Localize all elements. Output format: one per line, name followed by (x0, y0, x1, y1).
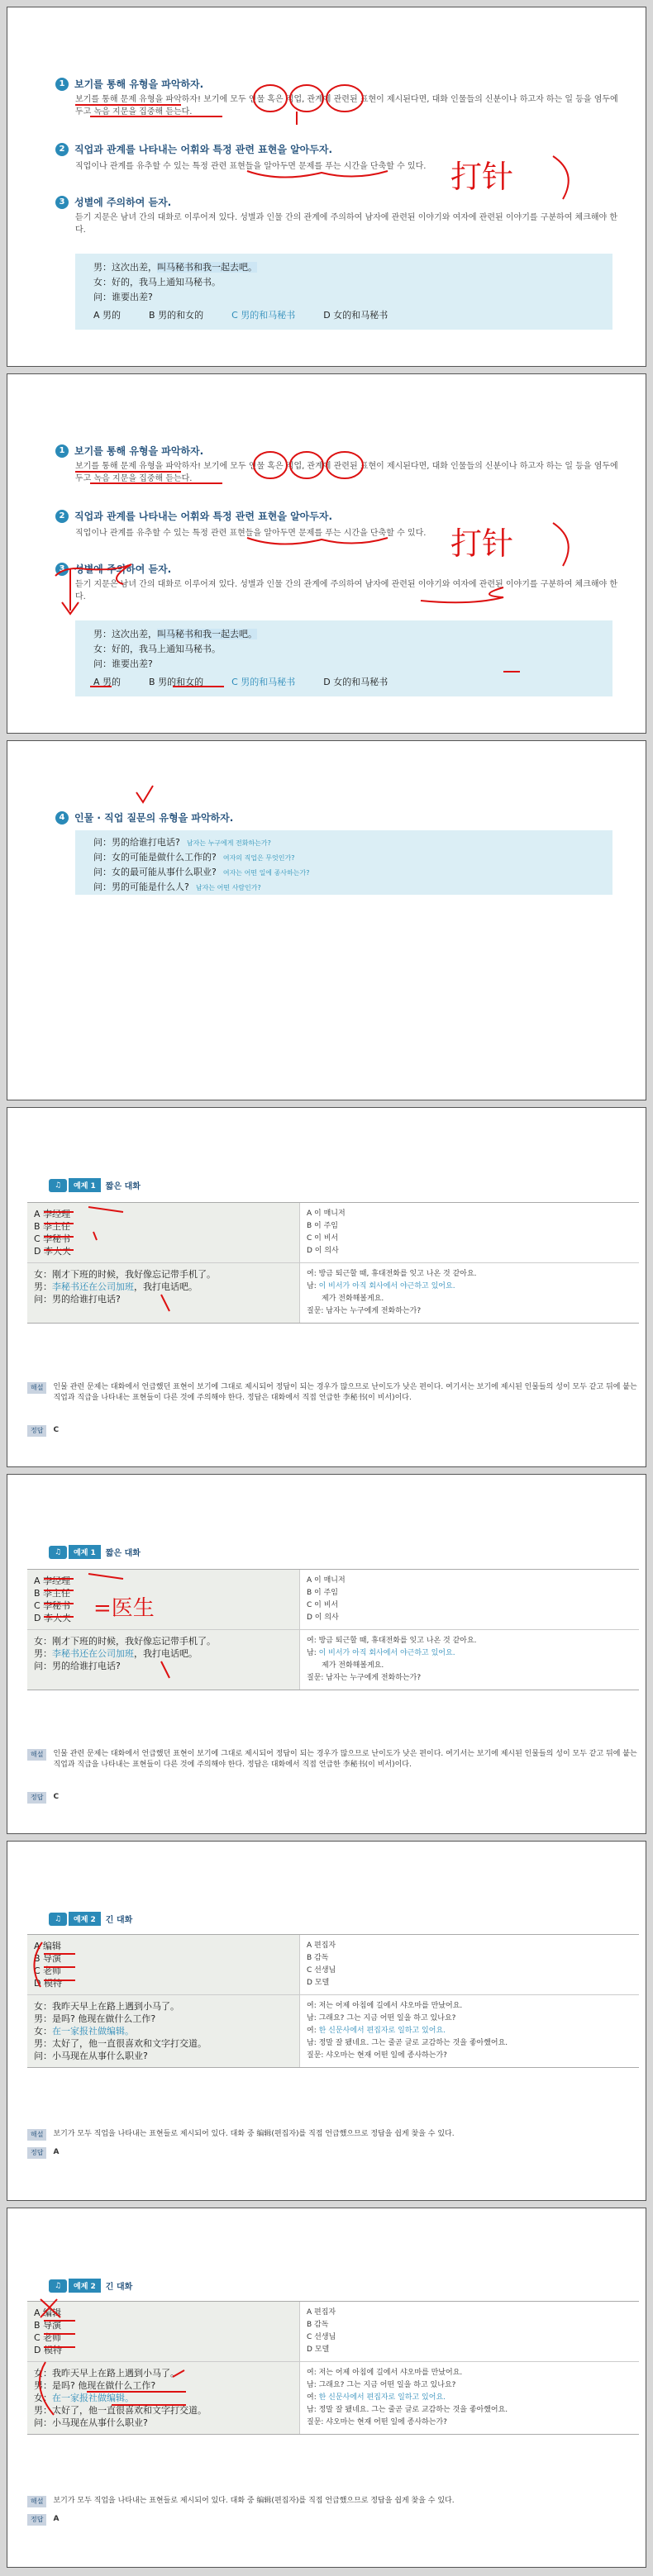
section-1-body: 보기를 통해 문제 유형을 파악하자! 보기에 모두 인물 혹은 직업, 관계에 관련된 표현이 제시된다면, 대화 인물들의 신분이나 하고자 하는 일 등을 염두에 두고 녹음 지문을 집중해 듣는다. (75, 462, 618, 483)
headphone-icon: ♫ (49, 1546, 67, 1559)
panel-3 (7, 740, 646, 1100)
section-4-title: 4 인물 · 직업 질문의 유형을 파악하자. (55, 810, 233, 825)
question-line: 问：男的给谁打电话? 남자는 누구에게 전화하는가? (93, 837, 271, 848)
handwritten-annotations (7, 1842, 646, 2201)
options-zh: A 编辑 B 导演 C 老师 D 模特 (27, 1935, 300, 1994)
section-1-title: 1 보기를 통해 유형을 파악하자. (55, 77, 203, 91)
transcript-zh: 女：我昨天早上在路上遇到小马了。 男：是吗? 他现在做什么工作? 女：在一家报社做编辑。 男：太好了，他一直很喜欢和文字打交道。 问：小马现在从事什么职业? (27, 2362, 300, 2434)
section-number: 2 (55, 143, 69, 156)
options-zh: A 李经理 B 李主任 C 李秘书 D 李大夫 (27, 1570, 300, 1629)
solution-note: 해설 보기가 모두 직업을 나타내는 표현들로 제시되어 있다. 대화 중 编辑(편집자)를 직접 언급했으므로 정답을 쉽게 찾을 수 있다. (27, 2129, 639, 2141)
options-zh: A 李经理 B 李主任 C 李秘书 D 李大夫 (27, 1203, 300, 1262)
panel-1 (7, 7, 646, 367)
section-3-body: 듣기 지문은 남녀 간의 대화로 이루어져 있다. 성별과 인물 간의 관계에 주의하여 남자에 관련된 이야기와 여자에 관련된 이야기를 구분하여 체크해야 한다. (75, 580, 618, 601)
solution-note: 해설 보기가 모두 직업을 나타내는 표현들로 제시되어 있다. 대화 중 编辑(편집자)를 직접 언급했으므로 정답을 쉽게 찾을 수 있다. (27, 2496, 639, 2507)
section-2-title: 2 직업과 관계를 나타내는 어휘와 특정 관련 표현을 알아두자. (55, 509, 332, 523)
answer-note: 정답 C (27, 1792, 639, 1804)
section-1-body: 보기를 통해 문제 유형을 파악하자! 보기에 모두 인물 혹은 직업, 관계에 관련된 표현이 제시된다면, 대화 인물들의 신분이나 하고자 하는 일 등을 염두에 두고 녹음 지문을 집중해 듣는다. (75, 95, 618, 116)
handwritten-annotations (7, 2208, 646, 2568)
options-ko: A 이 매니저 B 이 주임 C 이 비서 D 이 의사 (307, 1210, 346, 1255)
solution-note: 해설 인물 관련 문제는 대화에서 언급했던 표현이 보기에 그대로 제시되어 정답이 되는 경우가 많으므로 난이도가 낮은 편이다. 여기서는 보기에 제시된 인물들의 성이 모두 같고 뒤에 붙는 직업과 직급을 나타내는 표현들이 다른 것에 주의해야 한다. 정답은 대화에서 직접 언급한 李秘书(이 비서)이다. (27, 1749, 639, 1770)
example-badge: ♫ 예제 2 긴 대화 (49, 1912, 132, 1926)
dialog-line: 女：好的，我马上通知马秘书。 (93, 277, 221, 288)
transcript-zh: 女：刚才下班的时候，我好像忘记带手机了。 男：李秘书还在公司加班，我打电话吧。 问：男的给谁打电话? (27, 1263, 300, 1323)
handwritten-annotations (7, 374, 646, 734)
transcript-ko: 여: 방금 퇴근할 때, 휴대전화를 잊고 나온 것 같아요. 남: 이 비서가 아직 회사에서 야근하고 있어요. 제가 전화해볼게요. 질문: 남자는 누구에게 전화하는가? (307, 1637, 477, 1682)
svg-text:=医生: =医生 (93, 1596, 155, 1621)
section-2-body: 직업이나 관계를 유추할 수 있는 특정 관련 표현들을 알아두면 문제를 푸는 시간을 단축할 수 있다. (75, 162, 427, 171)
panel-2 (7, 373, 646, 734)
question-line: 问：女的最可能从事什么职业? 여자는 어떤 일에 종사하는가? (93, 867, 310, 877)
headphone-icon: ♫ (49, 1179, 67, 1192)
dialog-line: 问：谁要出差? (93, 658, 153, 669)
panel-7 (7, 2208, 646, 2568)
panel-5 (7, 1474, 646, 1834)
section-3-title: 3 성별에 주의하여 듣자. (55, 195, 171, 209)
section-2-title: 2 직업과 관계를 나타내는 어휘와 특정 관련 표현을 알아두자. (55, 142, 332, 156)
section-1-title: 1 보기를 통해 유형을 파악하자. (55, 444, 203, 458)
transcript-ko: 여: 저는 어제 아침에 길에서 샤오마를 만났어요. 남: 그래요? 그는 지금 어떤 일을 하고 있나요? 여: 한 신문사에서 편집자로 일하고 있어요. 남: 정말 잘 됐네요. 그는 줄곧 글로 교감하는 것을 좋아했어요. 질문: 샤오마는 현재 어떤 일에 종사하는가? (307, 2002, 508, 2060)
dialog-line: 男：这次出差，叫马秘书和我一起去吧。 (93, 629, 257, 639)
handwritten-annotations (7, 1475, 646, 1834)
svg-text:打针: 打针 (450, 525, 514, 562)
svg-text:打针: 打针 (450, 159, 514, 195)
transcript-zh: 女：我昨天早上在路上遇到小马了。 男：是吗? 他现在做什么工作? 女：在一家报社做编辑。 男：太好了，他一直很喜欢和文字打交道。 问：小马现在从事什么职业? (27, 1995, 300, 2067)
section-number: 1 (55, 444, 69, 458)
answer-note: 정답 C (27, 1425, 639, 1437)
transcript-ko: 여: 방금 퇴근할 때, 휴대전화를 잊고 나온 것 같아요. 남: 이 비서가 아직 회사에서 야근하고 있어요. 제가 전화해볼게요. 질문: 남자는 누구에게 전화하는가? (307, 1270, 477, 1315)
panel-4 (7, 1107, 646, 1467)
headphone-icon: ♫ (49, 2279, 67, 2293)
options-ko: A 이 매니저 B 이 주임 C 이 비서 D 이 의사 (307, 1576, 346, 1622)
handwritten-annotations (7, 741, 646, 1100)
dialog-line: 女：好的，我马上通知马秘书。 (93, 644, 221, 654)
panel-6 (7, 1841, 646, 2201)
section-3-title: 3 성별에 주의하여 듣자. (55, 562, 171, 576)
transcript-ko: 여: 저는 어제 아침에 길에서 샤오마를 만났어요. 남: 그래요? 그는 지금 어떤 일을 하고 있나요? 여: 한 신문사에서 편집자로 일하고 있어요. 남: 정말 잘 됐네요. 그는 줄곧 글로 교감하는 것을 좋아했어요. 질문: 샤오마는 현재 어떤 일에 종사하는가? (307, 2369, 508, 2426)
answer-note: 정답 A (27, 2147, 639, 2159)
section-3-body: 듣기 지문은 남녀 간의 대화로 이루어져 있다. 성별과 인물 간의 관계에 주의하여 남자에 관련된 이야기와 여자에 관련된 이야기를 구분하여 체크해야 한다. (75, 213, 618, 235)
options-zh: A 编辑 B 导演 C 老师 D 模特 (27, 2302, 300, 2361)
answer-note: 정답 A (27, 2514, 639, 2526)
transcript-zh: 女：刚才下班的时候，我好像忘记带手机了。 男：李秘书还在公司加班，我打电话吧。 问：男的给谁打电话? (27, 1630, 300, 1690)
options-row: A 男的 B 男的和女的 C 男的和马秘书 D 女的和马秘书 (93, 677, 388, 687)
example-badge: ♫ 예제 2 긴 대화 (49, 2279, 132, 2293)
question-line: 问：男的可能是什么人? 남자는 어떤 사람인가? (93, 882, 261, 892)
section-number: 3 (55, 196, 69, 209)
headphone-icon: ♫ (49, 1913, 67, 1926)
question-line: 问：女的可能是做什么工作的? 여자의 직업은 무엇인가? (93, 852, 295, 863)
handwritten-annotations (7, 7, 646, 367)
dialog-line: 问：谁要出差? (93, 292, 153, 302)
example-badge: ♫ 예제 1 짧은 대화 (49, 1178, 141, 1192)
options-row: A 男的 B 男的和女的 C 男的和马秘书 D 女的和马秘书 (93, 310, 388, 321)
dialog-line: 男：这次出差，叫马秘书和我一起去吧。 (93, 262, 257, 273)
solution-note: 해설 인물 관련 문제는 대화에서 언급했던 표현이 보기에 그대로 제시되어 정답이 되는 경우가 많으므로 난이도가 낮은 편이다. 여기서는 보기에 제시된 인물들의 성이 모두 같고 뒤에 붙는 직업과 직급을 나타내는 표현들이 다른 것에 주의해야 한다. 정답은 대화에서 직접 언급한 李秘书(이 비서)이다. (27, 1382, 639, 1404)
options-ko: A 편집자 B 감독 C 선생님 D 모델 (307, 1942, 336, 1987)
section-number: 2 (55, 510, 69, 523)
section-2-body: 직업이나 관계를 유추할 수 있는 특정 관련 표현들을 알아두면 문제를 푸는 시간을 단축할 수 있다. (75, 529, 427, 538)
section-number: 4 (55, 811, 69, 825)
example-badge: ♫ 예제 1 짧은 대화 (49, 1545, 141, 1559)
section-number: 3 (55, 563, 69, 576)
section-number: 1 (55, 78, 69, 91)
handwritten-annotations (7, 1108, 646, 1467)
options-ko: A 편집자 B 감독 C 선생님 D 모델 (307, 2308, 336, 2354)
